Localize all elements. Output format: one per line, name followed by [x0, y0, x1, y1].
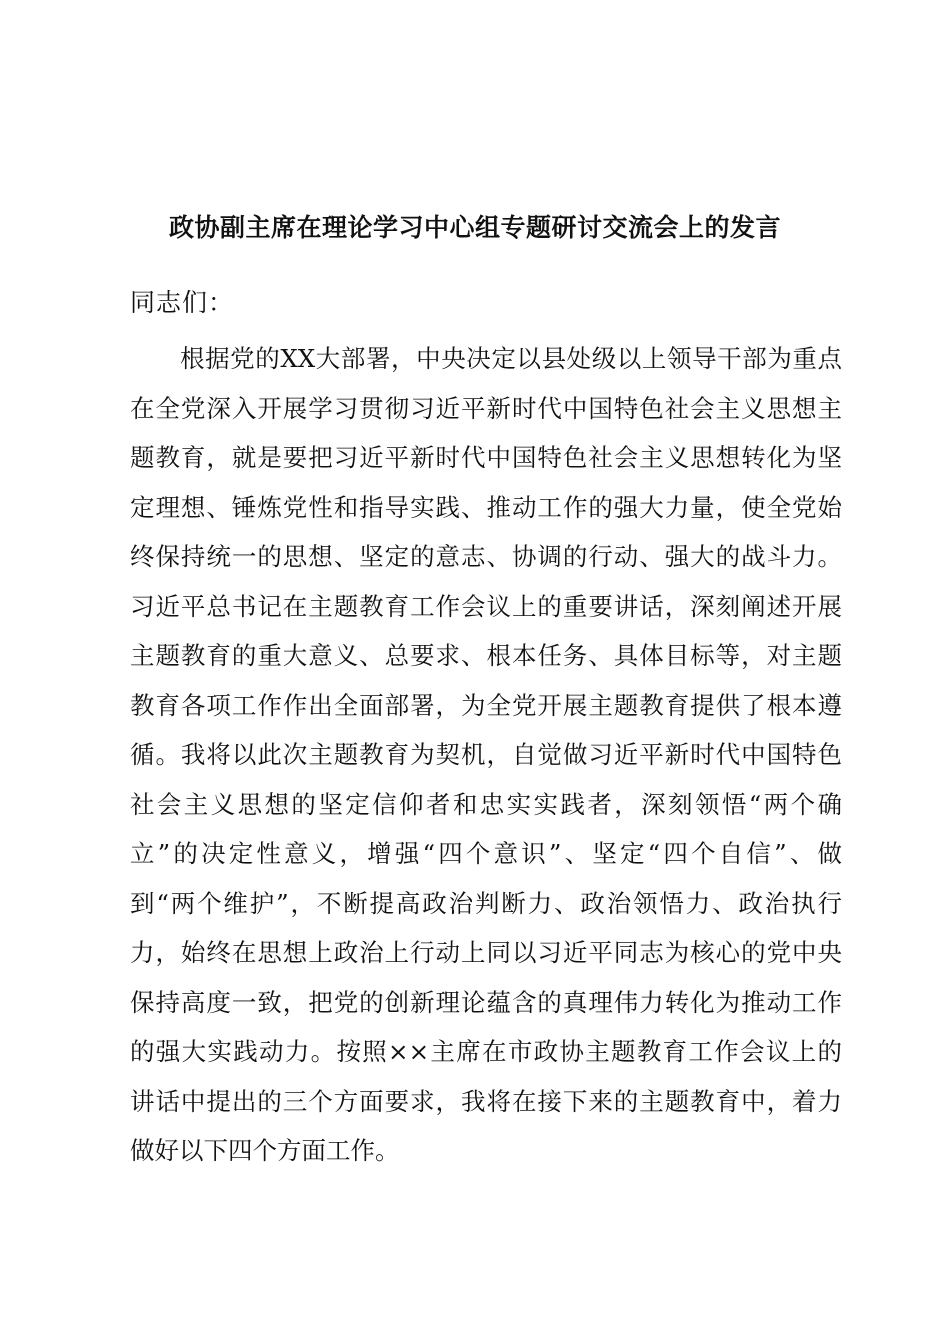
- paragraph-line: 力，始终在思想上政治上行动上同以习近平同志为核心的党中央: [130, 938, 842, 967]
- paragraph-line: 在全党深入开展学习贯彻习近平新时代中国特色社会主义思想主: [130, 393, 842, 423]
- paragraph-line: 做好以下四个方面工作。: [130, 1136, 400, 1165]
- paragraph-line: 立”的决定性意义，增强“四个意识”、坚定“四个自信”、做: [130, 839, 842, 868]
- paragraph-line: 题教育，就是要把习近平新时代中国特色社会主义思想转化为坚: [130, 443, 842, 472]
- paragraph-line: 的强大实践动力。按照××主席在市政协主题教育工作会议上的: [130, 1037, 842, 1066]
- paragraph-line: 保持高度一致，把党的创新理论蕴含的真理伟力转化为推动工作: [130, 987, 842, 1017]
- paragraph-line: 终保持统一的思想、坚定的意志、协调的行动、强大的战斗力。: [130, 542, 842, 571]
- paragraph-line: 循。我将以此次主题教育为契机，自觉做习近平新时代中国特色: [130, 740, 842, 769]
- paragraph-line: 到“两个维护”，不断提高政治判断力、政治领悟力、政治执行: [130, 888, 842, 918]
- paragraph-line: 习近平总书记在主题教育工作会议上的重要讲话，深刻阐述开展: [130, 591, 842, 621]
- paragraph-line: 讲话中提出的三个方面要求，我将在接下来的主题教育中，着力: [130, 1086, 842, 1116]
- paragraph-line: 定理想、锤炼党性和指导实践、推动工作的强大力量，使全党始: [130, 492, 842, 522]
- body-paragraph: [130, 334, 842, 1176]
- paragraph-line: 社会主义思想的坚定信仰者和忠实实践者，深刻领悟“两个确: [130, 789, 842, 819]
- paragraph-line: 根据党的XX大部署，中央决定以县处级以上领导干部为重点: [180, 344, 842, 373]
- paragraph-line: 主题教育的重大意义、总要求、根本任务、具体目标等，对主题: [130, 641, 842, 670]
- document-title: 政协副主席在理论学习中心组专题研讨交流会上的发言: [168, 213, 781, 242]
- paragraph-line: 教育各项工作作出全面部署，为全党开展主题教育提供了根本遵: [130, 690, 842, 720]
- salutation: 同志们：: [130, 288, 235, 317]
